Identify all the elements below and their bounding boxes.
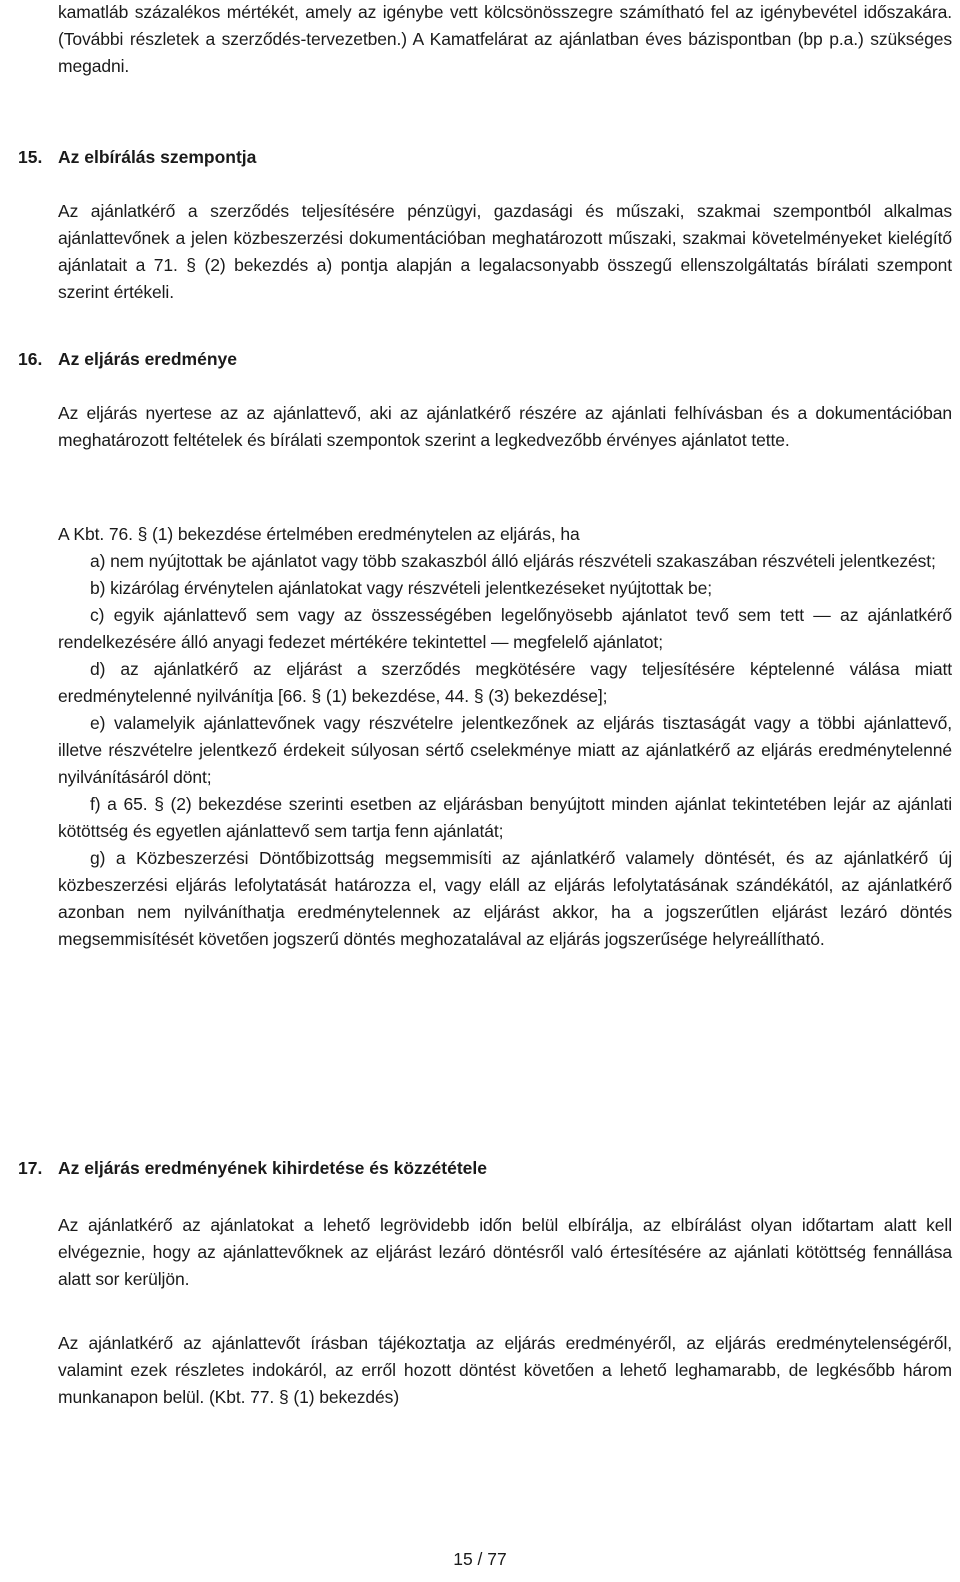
section-16-paragraph: Az eljárás nyertese az az ajánlattevő, aki az ajánlatkérő részére az ajánlati felhívásban és a dokumentációban meghatározott feltételek és bírálati szempontok szerint a legkedvezőbb érvényes ajánlatot tette. xyxy=(58,403,952,450)
list-item-g: g) a Közbeszerzési Döntőbizottság megsemmisíti az ajánlatkérő valamely döntését, és az ajánlatkérő új közbeszerzési eljárás lefolytatását határozza el, vagy eláll az eljárás lefolytatásának szándékától, az ajánlatkérő azonban nem nyilváníthatja eredménytelennek az eljárást akkor, ha a jogszerűtlen eljárást lezáró döntés megsemmisítését követően jogszerű döntés meghozatalával az eljárás jogszerűsége helyreállítható. xyxy=(58,848,952,949)
section-17-paragraph-1: Az ajánlatkérő az ajánlatokat a lehető legrövidebb időn belül elbírálja, az elbírálást olyan időtartam alatt kell elvégeznie, hogy az ajánlattevőknek az eljárást lezáró döntésről való értesítésére az ajánlati kötöttség fennállása alatt sor kerüljön. xyxy=(58,1215,952,1289)
section-16-lead: A Kbt. 76. § (1) bekezdése értelmében eredménytelen az eljárás, ha xyxy=(58,524,580,544)
section-16-body xyxy=(58,400,952,454)
section-15-body xyxy=(58,198,952,306)
list-item-a: a) nem nyújtottak be ajánlatot vagy több szakaszból álló eljárás részvételi szakaszában részvételi jelentkezést; xyxy=(90,551,936,571)
section-17-body-1 xyxy=(58,1212,952,1293)
intro-paragraph-block xyxy=(58,0,952,80)
page-number: 15 / 77 xyxy=(453,1549,507,1569)
section-15-title: Az elbírálás szempontja xyxy=(58,147,257,167)
section-17-number: 17. xyxy=(18,1158,43,1178)
list-item-f: f) a 65. § (2) bekezdése szerinti esetben az eljárásban benyújtott minden ajánlat tekintetében lejár az ajánlati kötöttség és egyetlen ajánlattevő sem tartja fenn ajánlatát; xyxy=(58,794,952,841)
list-item-b: b) kizárólag érvénytelen ajánlatokat vagy részvételi jelentkezéseket nyújtottak be; xyxy=(90,578,713,598)
section-15-number: 15. xyxy=(18,147,43,167)
list-item-c: c) egyik ajánlattevő sem vagy az összességében legelőnyösebb ajánlatot tevő sem tett — az ajánlatkérő rendelkezésére álló anyagi fedezet mértékére tekintettel — megfelelő ajánlatot; xyxy=(58,605,952,652)
section-17-title: Az eljárás eredményének kihirdetése és közzététele xyxy=(58,1158,487,1178)
section-16-number: 16. xyxy=(18,349,43,369)
section-17-body-2 xyxy=(58,1330,952,1411)
section-16-title: Az eljárás eredménye xyxy=(58,349,237,369)
intro-paragraph: kamatláb százalékos mértékét, amely az igénybe vett kölcsönösszegre számítható fel az igénybevétel időszakára. (További részletek a szerződés-tervezetben.) A Kamatfelárat az ajánlatban éves bázispontban (bp p.a.) szükséges megadni. xyxy=(58,2,952,76)
list-item-e: e) valamelyik ajánlattevőnek vagy részvételre jelentkezőnek az eljárás tisztaságát vagy a többi ajánlattevő, illetve részvételre jelentkező érdekeit súlyosan sértő cselekménye miatt az ajánlatkérő az eljárás eredménytelenné nyilvánításáról dönt; xyxy=(58,713,952,787)
section-17-paragraph-2: Az ajánlatkérő az ajánlattevőt írásban tájékoztatja az eljárás eredményéről, az eljárás eredménytelenségéről, valamint ezek részletes indokáról, az erről hozott döntést követően a lehető leghamarabb, de legkésőbb három munkanapon belül. (Kbt. 77. § (1) bekezdés) xyxy=(58,1333,952,1407)
list-item-d: d) az ajánlatkérő az eljárást a szerződés megkötésére vagy teljesítésére képtelenné válása miatt eredménytelenné nyilvánítja [66. § (1) bekezdése, 44. § (3) bekezdése]; xyxy=(58,659,952,706)
section-15-paragraph: Az ajánlatkérő a szerződés teljesítésére pénzügyi, gazdasági és műszaki, szakmai szempontból alkalmas ajánlattevőnek a jelen közbeszerzési dokumentációban meghatározott műszaki, szakmai követelményeket kielégítő ajánlatait a 71. § (2) bekezdés a) pontja alapján a legalacsonyabb összegű ellenszolgáltatás bírálati szempont szerint értékeli. xyxy=(58,201,952,302)
section-16-list-block xyxy=(58,521,952,953)
